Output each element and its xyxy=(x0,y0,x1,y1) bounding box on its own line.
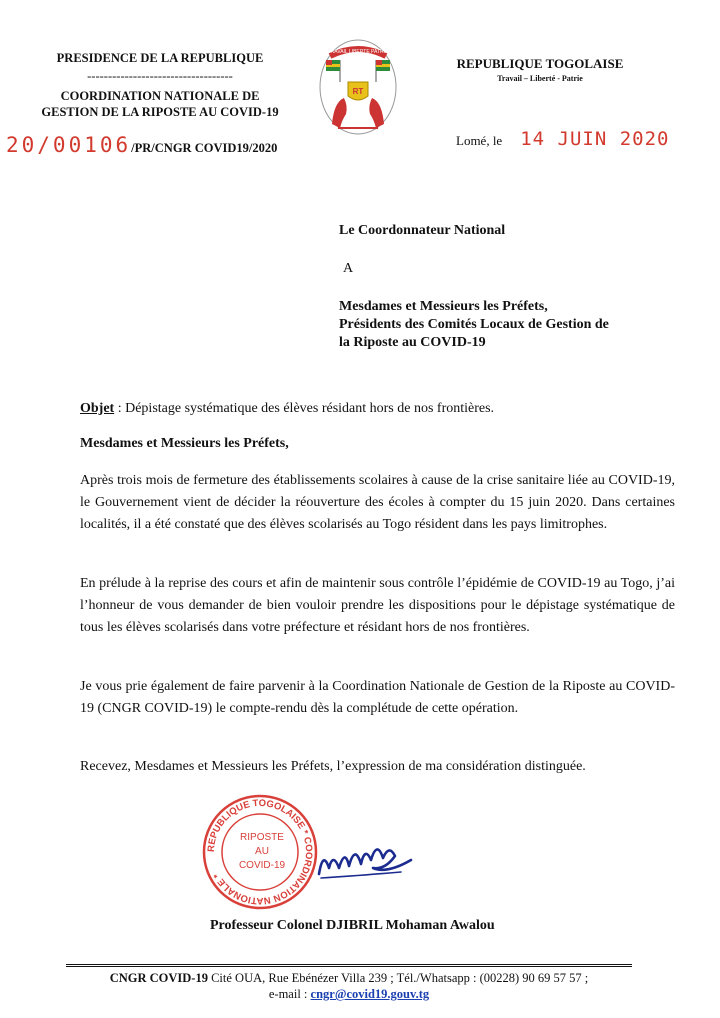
reference-stamp: 20/00106 xyxy=(6,133,132,157)
footer-email-link[interactable]: cngr@covid19.gouv.tg xyxy=(310,987,430,1001)
recipient-line1: Mesdames et Messieurs les Préfets, xyxy=(339,299,548,314)
coordination-title-line2: GESTION DE LA RIPOSTE AU COVID-19 xyxy=(41,105,279,119)
closing-paragraph: Recevez, Mesdames et Messieurs les Préfets, l’expression de ma considération distinguée. xyxy=(80,759,586,774)
footer-email-label: e-mail : xyxy=(268,987,311,1001)
subject-label: Objet xyxy=(80,401,115,416)
coordination-title-line1: COORDINATION NATIONALE DE xyxy=(60,89,260,103)
footer-org: CNGR COVID-19 xyxy=(109,971,208,985)
footer-address: Cité OUA, Rue Ebénézer Villa 239 ; Tél./Whatsapp : (00228) 90 69 57 57 ; xyxy=(207,971,589,985)
country-name: REPUBLIQUE TOGOLAISE xyxy=(456,56,624,71)
seal-center-line3: COVID-19 xyxy=(238,860,286,871)
reference-number xyxy=(6,133,277,157)
seal-ring-text: REPUBLIQUE TOGOLAISE * COORDINATION NATIONALE * xyxy=(205,797,315,907)
recipient-line2: Présidents des Comités Locaux de Gestion de xyxy=(339,317,609,332)
national-motto: Travail – Liberté - Patrie xyxy=(497,74,583,83)
presidency-title: PRESIDENCE DE LA REPUBLIQUE xyxy=(56,51,264,65)
header-right xyxy=(440,56,640,83)
seal-stamp-icon xyxy=(200,792,320,912)
addressing-block xyxy=(339,222,679,352)
salutation: Mesdames et Messieurs les Préfets, xyxy=(80,436,289,451)
body-paragraph-1: Après trois mois de fermeture des établissements scolaires à cause de la crise sanitaire liée au COVID-19, le Gouvernement vient de décider la réouverture des écoles à compter du 15 juin 2020. Dans certaines localités, il a été constaté que des élèves scolarisés au Togo résident dans les pays limitrophes. xyxy=(80,473,675,532)
official-seal xyxy=(200,792,320,912)
republic-emblem xyxy=(318,38,398,136)
letter-date xyxy=(456,128,670,150)
to-marker: A xyxy=(343,261,354,276)
emblem-initials: RT xyxy=(352,87,364,96)
body-paragraph-3: Je vous prie également de faire parvenir à la Coordination Nationale de Gestion de la Riposte au COVID-19 (CNGR COVID-19) le compte-rendu dès la complétude de cette opération. xyxy=(80,679,675,716)
footer-divider xyxy=(66,964,632,967)
seal-center-line1: RIPOSTE xyxy=(240,832,284,843)
subject-text: : Dépistage systématique des élèves résidant hors de nos frontières. xyxy=(114,401,495,416)
date-place: Lomé, le xyxy=(456,133,503,148)
signer-name: Professeur Colonel DJIBRIL Mohaman Awalou xyxy=(210,918,495,933)
sender: Le Coordonnateur National xyxy=(339,223,506,238)
header-separator: ----------------------------------- xyxy=(87,69,233,83)
reference-suffix: /PR/CNGR COVID19/2020 xyxy=(131,141,278,155)
subject-line xyxy=(80,398,675,420)
header-left xyxy=(30,50,290,120)
emblem-icon xyxy=(318,38,398,136)
seal-center-line2: AU xyxy=(255,846,269,857)
handwritten-signature xyxy=(315,830,425,885)
footer xyxy=(66,970,632,1002)
date-stamp: 14 JUIN 2020 xyxy=(520,128,670,150)
signature-icon xyxy=(315,830,425,885)
body-paragraph-2: En prélude à la reprise des cours et afin de maintenir sous contrôle l’épidémie de COVID-19 au Togo, j’ai l’honneur de vous demander de bien vouloir prendre les dispositions pour le dépistage systématique de tous les élèves scolarisés dans votre préfecture et résidant hors de nos frontières. xyxy=(80,576,675,635)
recipient-line3: la Riposte au COVID-19 xyxy=(339,335,486,350)
emblem-ribbon-text: TRAVAIL LIBERTE PATRIE xyxy=(327,49,389,55)
